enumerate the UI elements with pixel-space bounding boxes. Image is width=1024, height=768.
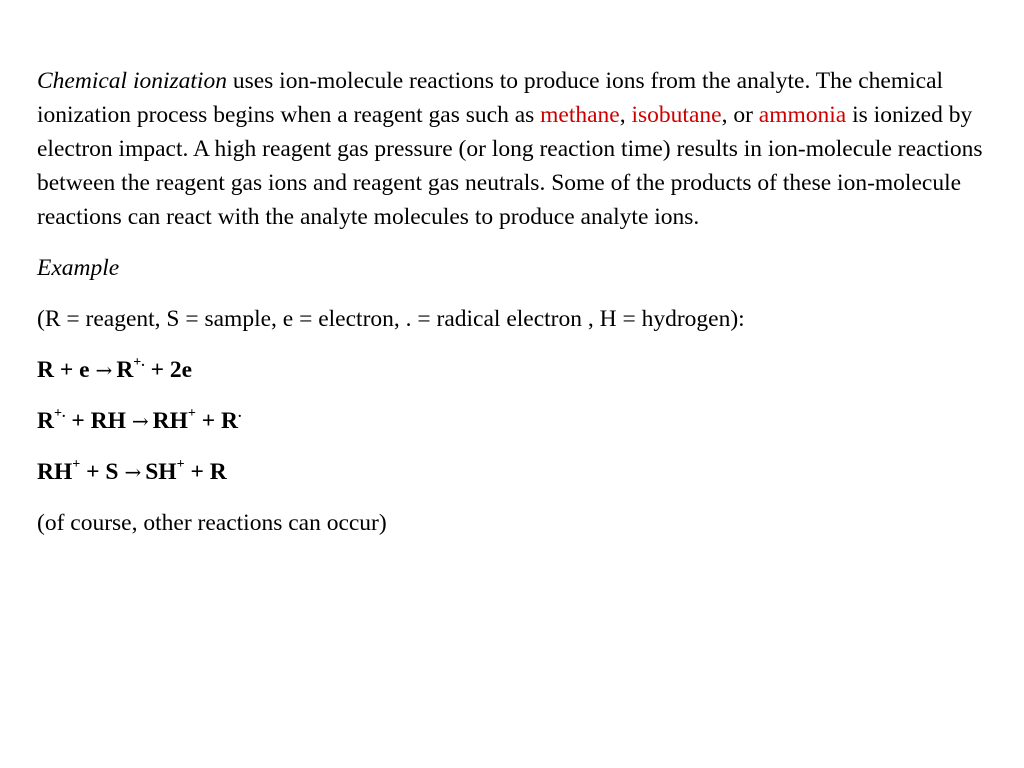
reaction-3-left-sample: + S [80,459,119,485]
reaction-arrow-icon: → [124,460,142,484]
gas-isobutane: isobutane [631,102,722,128]
reaction-2-left-charge: +. [53,406,66,422]
reaction-2-left-neutral: + RH [65,408,126,434]
reaction-1 [37,353,987,387]
reaction-1-product: R [116,357,134,383]
reaction-2 [37,404,987,438]
reaction-3-left-charge: + [72,457,81,473]
reaction-3-left-ion: RH [37,459,73,485]
gas-ammonia: ammonia [758,102,847,128]
footnote: (of course, other reactions can occur) [37,510,387,536]
reaction-arrow-icon: → [95,358,113,382]
slide-content [37,64,987,540]
intro-text-1: uses ion-molecule reactions to produce ions from the analyte. The chemical ionization process begins when a reagent gas such as [37,68,944,128]
reaction-2-product: RH [152,408,188,434]
example-heading: Example [37,255,120,281]
reaction-2-byproduct: + R [195,408,238,434]
reaction-2-product-charge: + [187,406,196,422]
reaction-2-radical-dot: . [238,406,242,422]
intro-sep-1: , [619,102,632,128]
legend-line: (R = reagent, S = sample, e = electron, . = radical electron , H = hydrogen): [37,306,745,332]
gas-methane: methane [540,102,620,128]
reaction-1-product-charge: +. [133,355,145,371]
intro-paragraph [37,64,987,234]
reaction-3 [37,455,987,489]
reaction-arrow-icon: → [131,409,149,433]
reaction-3-product-charge: + [176,457,185,473]
reaction-1-left: R + e [37,357,90,383]
reaction-3-byproduct: + R [184,459,227,485]
intro-text-2: is ionized by electron impact. A high reagent gas pressure (or long reaction time) results in ion-molecule reactions between the reagent gas ions and reagent gas neutrals. Some of the products of these ion-molecule reactions can react with the analyte molecules to produce analyte ions. [37,102,983,230]
intro-sep-2: , or [721,102,759,128]
reaction-3-product: SH [145,459,177,485]
reaction-1-byproduct: + 2e [144,357,193,383]
term-chemical-ionization: Chemical ionization [37,68,227,94]
reaction-2-left-ion: R [37,408,54,434]
